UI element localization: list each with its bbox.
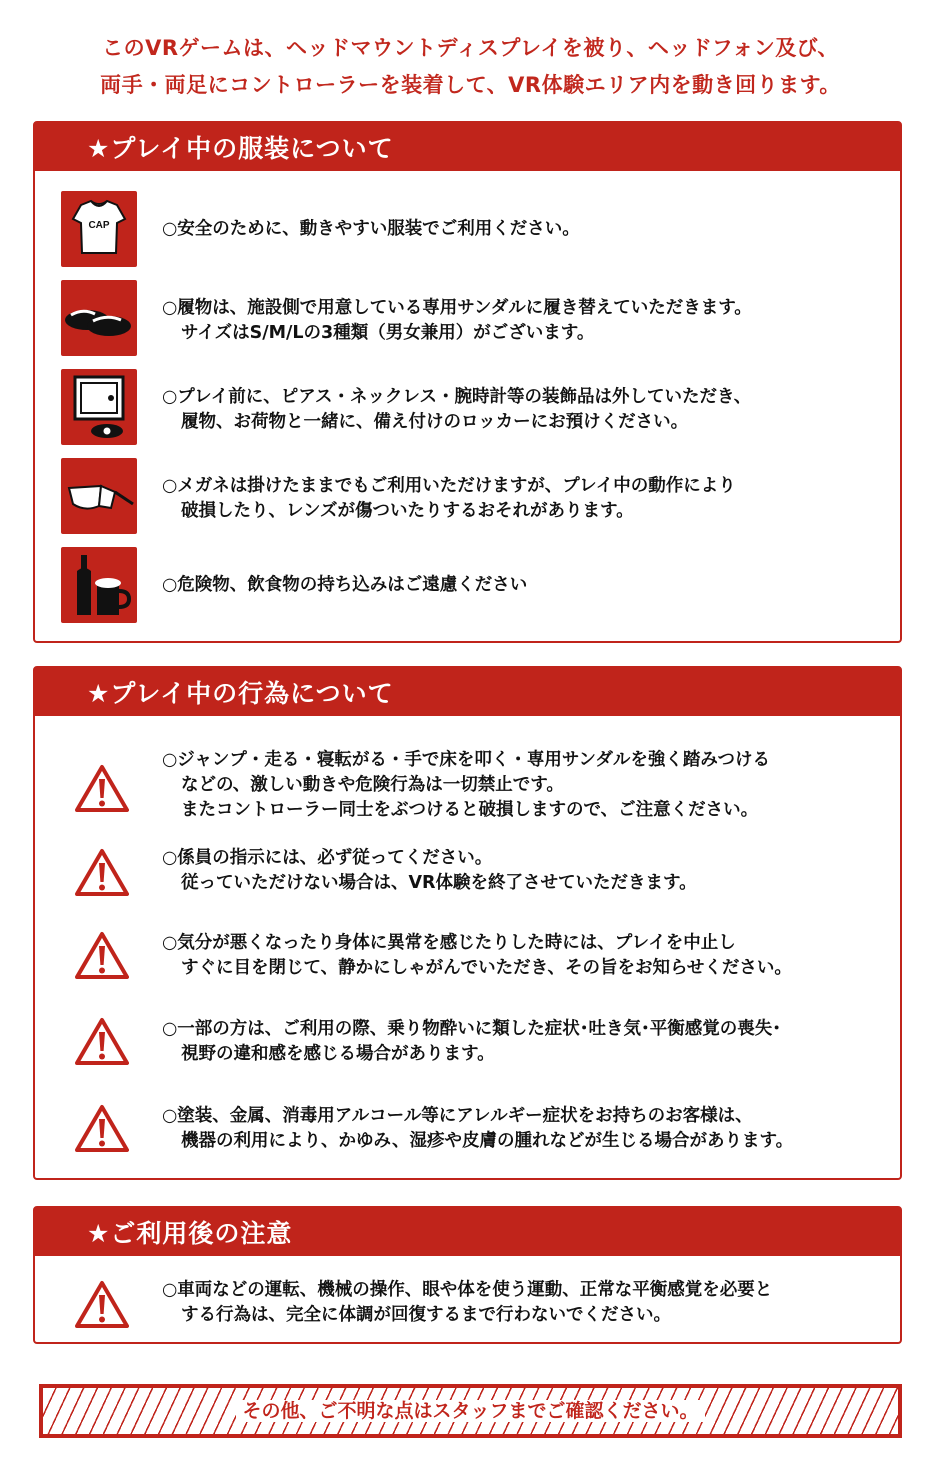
after-use-section	[33, 1206, 902, 1344]
item-line: する行為は、完全に体調が回復するまで行わないでください。	[181, 1305, 671, 1325]
footer-banner	[39, 1384, 902, 1438]
item-line: 履物、お荷物と一緒に、備え付けのロッカーにお預けください。	[181, 412, 689, 432]
behavior-item-text	[162, 931, 792, 981]
clothing-item-text	[162, 573, 527, 598]
bottle-mug-icon	[61, 547, 137, 623]
item-line: ○係員の指示には、必ず従ってください。	[162, 848, 493, 868]
intro-text	[0, 30, 941, 104]
after-use-section-title: ★ご利用後の注意	[35, 1208, 900, 1256]
item-line: ○一部の方は、ご利用の際、乗り物酔いに類した症状･吐き気･平衡感覚の喪失･	[162, 1019, 782, 1039]
glasses-icon	[61, 458, 137, 534]
shirt-icon-label: CAP	[88, 220, 110, 231]
item-line: 視野の違和感を感じる場合があります。	[181, 1044, 495, 1064]
intro-line-1: このVRゲームは、ヘッドマウントディスプレイを被り、ヘッドフォン及び、	[102, 36, 839, 60]
item-line: またコントローラー同士をぶつけると破損しますので、ご注意ください。	[181, 800, 759, 820]
clothing-item-text	[162, 217, 580, 242]
warning-icon	[75, 931, 129, 979]
after-item-text	[162, 1278, 772, 1328]
item-line: すぐに目を閉じて、静かにしゃがんでいただき、その旨をお知らせください。	[181, 958, 792, 978]
item-line: ○車両などの運転、機械の操作、眼や体を使う運動、正常な平衡感覚を必要と	[162, 1280, 773, 1300]
behavior-item-text	[162, 846, 697, 896]
clothing-section-title: ★プレイ中の服装について	[35, 123, 900, 171]
warning-icon	[75, 1104, 129, 1152]
item-line: 破損したり、レンズが傷ついたりするおそれがあります。	[181, 501, 634, 521]
item-line: ○プレイ前に、ピアス・ネックレス・腕時計等の装飾品は外していただき、	[162, 387, 752, 407]
behavior-section-title: ★プレイ中の行為について	[35, 668, 900, 716]
footer-text: その他、ご不明な点はスタッフまでご確認ください。	[236, 1400, 704, 1422]
item-line: 従っていただけない場合は、VR体験を終了させていただきます。	[181, 873, 697, 893]
warning-icon	[75, 1017, 129, 1065]
behavior-item-text	[162, 1017, 781, 1067]
item-line: ○安全のために、動きやすい服装でご利用ください。	[162, 219, 580, 239]
behavior-item-text	[162, 1104, 793, 1154]
sandals-icon	[61, 280, 137, 356]
item-line: ○メガネは掛けたままでもご利用いただけますが、プレイ中の動作により	[162, 476, 736, 496]
item-line: などの、激しい動きや危険行為は一切禁止です。	[181, 775, 564, 795]
item-line: 機器の利用により、かゆみ、湿疹や皮膚の腫れなどが生じる場合があります。	[181, 1131, 794, 1151]
warning-icon	[75, 764, 129, 812]
item-line: ○気分が悪くなったり身体に異常を感じたりした時には、プレイを中止し	[162, 933, 736, 953]
locker-icon	[61, 369, 137, 445]
clothing-item-text	[162, 474, 736, 524]
behavior-section	[33, 666, 902, 1180]
behavior-item-text	[162, 748, 770, 823]
warning-icon	[75, 1280, 129, 1328]
clothing-item-text	[162, 296, 752, 346]
item-line: ○危険物、飲食物の持ち込みはご遠慮ください	[162, 575, 528, 595]
item-line: サイズはS/M/Lの3種類（男女兼用）がございます。	[181, 323, 595, 343]
clothing-item-text	[162, 385, 751, 435]
shirt-icon	[61, 191, 137, 267]
footer-text-wrap	[43, 1398, 898, 1424]
clothing-section	[33, 121, 902, 643]
item-line: ○履物は、施設側で用意している専用サンダルに履き替えていただきます。	[162, 298, 752, 318]
intro-line-2: 両手・両足にコントローラーを装着して、VR体験エリア内を動き回ります。	[100, 73, 841, 97]
item-line: ○塗装、金属、消毒用アルコール等にアレルギー症状をお持ちのお客様は、	[162, 1106, 753, 1126]
warning-icon	[75, 848, 129, 896]
item-line: ○ジャンプ・走る・寝転がる・手で床を叩く・専用サンダルを強く踏みつける	[162, 750, 770, 770]
